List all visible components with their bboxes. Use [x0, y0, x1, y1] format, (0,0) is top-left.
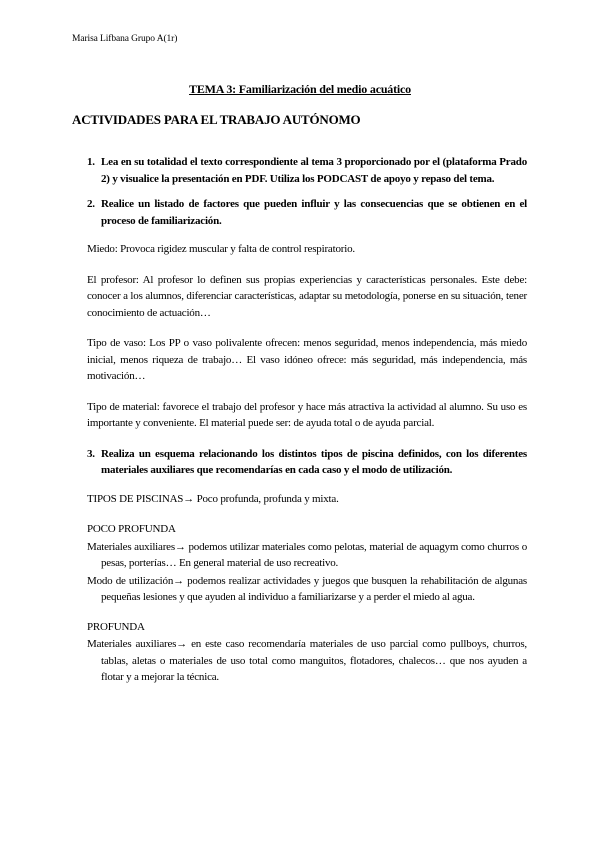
task-number: 1.: [87, 156, 95, 168]
task-number: 3.: [87, 447, 95, 460]
factor-teacher: El profesor: Al profesor lo definen sus propias experiencias y características personales. Este debe: conocer a los alumnos, diferenciar características, adaptar su metodología, ponerse en su situación, tener conocimiento de actuación…: [87, 273, 527, 319]
shallow-usage: Modo de utilización→ podemos realizar actividades y juegos que busquen la rehabilitación de algunas pequeñas lesiones y que ayuden al individuo a familiarizarse y a perder el miedo al agua.: [87, 574, 527, 603]
task-item-3: [87, 446, 527, 479]
task-item-1: [87, 154, 527, 187]
task-text: Lea en su totalidad el texto correspondiente al tema 3 proporcionado por el (plataforma Prado 2) y visualice la presentación en PDF. Utiliza los PODCAST de apoyo y repaso del tema.: [101, 156, 527, 185]
deep-materials: Materiales auxiliares→ en este caso recomendaría materiales de uso parcial como pullboys, churros, tablas, aletas o materiales de uso total como manguitos, flotadores, chalecos… que nos ayuden a flotar y a mejorar la técnica.: [87, 638, 527, 683]
pool-types-line: TIPOS DE PISCINAS→ Poco profunda, profunda y mixta.: [87, 492, 339, 505]
factor-material: Tipo de material: favorece el trabajo del profesor y hace más atractiva la actividad al alumno. Su uso es importante y conveniente. El material puede ser: de ayuda total o de ayuda parcial.: [87, 400, 527, 429]
section-gap: [87, 607, 527, 619]
task-item-2: [87, 196, 527, 229]
factor-pool-type: Tipo de vaso: Los PP o vaso polivalente ofrecen: menos seguridad, menos independencia, más miedo inicial, menos riqueza de trabajo… El vaso idóneo ofrece: más seguridad, más independencia, más motivación…: [87, 337, 527, 382]
section-title-deep: PROFUNDA: [87, 620, 145, 633]
document-body: [87, 154, 527, 687]
document-title: TEMA 3: Familiarización del medio acuático: [189, 82, 411, 96]
shallow-materials: Materiales auxiliares→ podemos utilizar materiales como pelotas, material de aquagym como churros o pesas, porterías… En general material de uso recreativo.: [87, 540, 527, 569]
task-text: Realiza un esquema relacionando los distintos tipos de piscina definidos, con los diferentes materiales auxiliares que recomendarías en cada caso y el modo de utilización.: [101, 447, 527, 476]
factor-fear: Miedo: Provoca rigidez muscular y falta de control respiratorio.: [87, 243, 355, 255]
task-text: Realice un listado de factores que pueden influir y las consecuencias que se obtienen en el proceso de familiarización.: [101, 198, 527, 227]
task-number: 2.: [87, 198, 95, 210]
document-subtitle: ACTIVIDADES PARA EL TRABAJO AUTÓNOMO: [72, 112, 361, 127]
page-header: Marisa Lifbana Grupo A(1r): [72, 34, 178, 44]
section-title-shallow: POCO PROFUNDA: [87, 523, 176, 535]
